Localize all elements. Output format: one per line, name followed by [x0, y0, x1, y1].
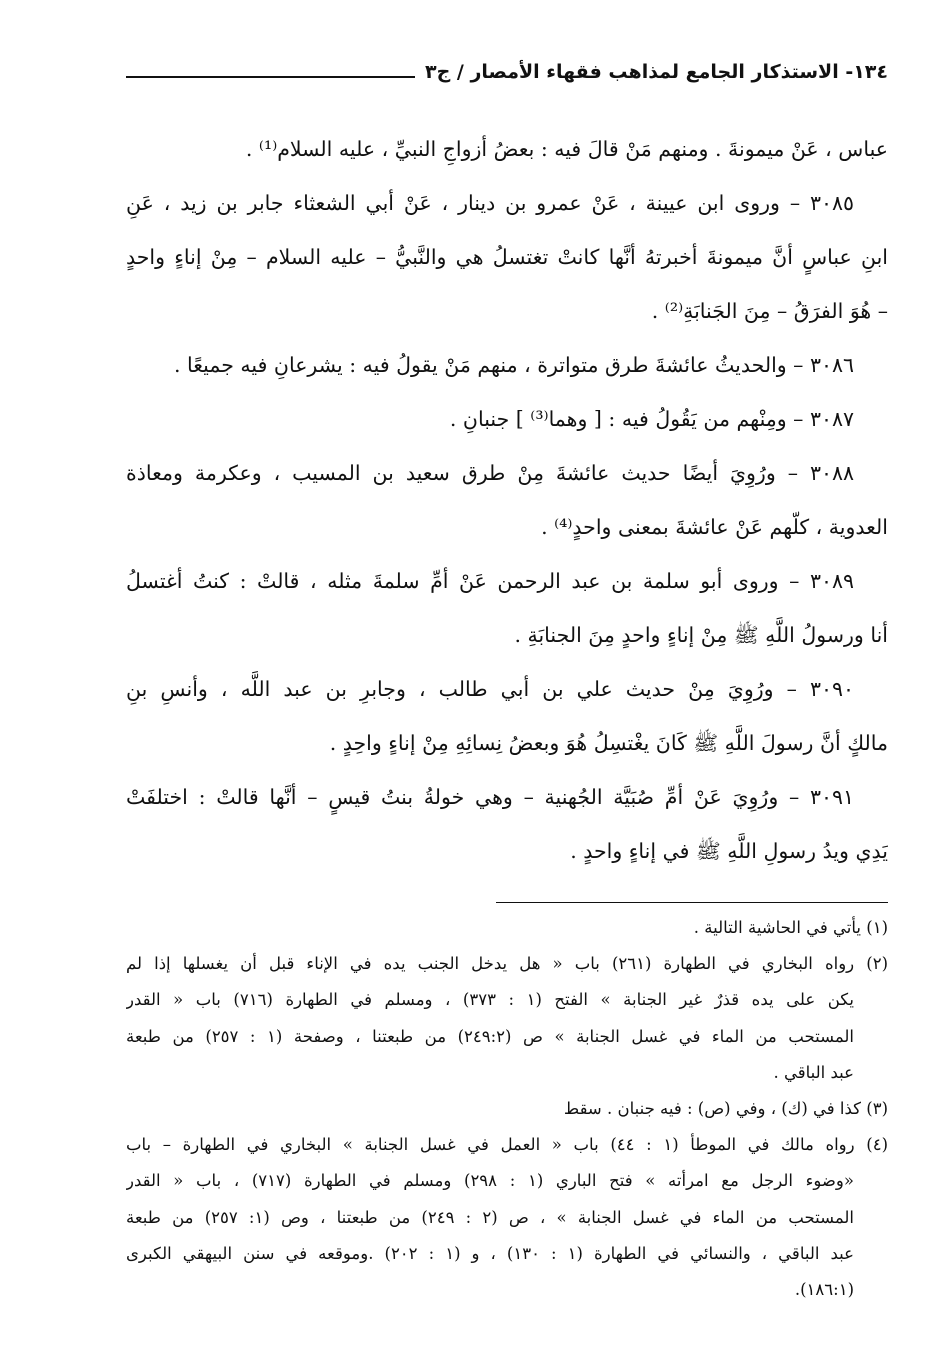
text-line: – هُوَ الفرَقُ – مِنَ الجَنابَةِ⁽²⁾ .	[651, 299, 888, 323]
text-line: ٣٠٨٨ – ورُوِيَ أيضًا حديث عائشةَ مِنْ طرق سعيد بن المسيب ، وعكرمة ومعاذة	[126, 461, 854, 485]
text-line: يَدِي ويدُ رسولِ اللَّهِ ﷺ في إناءٍ واحدٍ .	[570, 839, 888, 863]
text-line: ٣٠٨٩ – وروى أبو سلمة بن عبد الرحمن عَنْ أمِّ سلمةَ مثله ، قالتْ : كنتُ أغتسلُ	[126, 569, 854, 593]
footnote-line: «وضوء الرجل مع امرأته » فتح الباري (١ : ٢٩٨) ومسلم في الطهارة (٧١٧) ، باب « القدر	[126, 1171, 854, 1191]
footnote-line: المستحب من الماء في غسل الجنابة » ص (٢٤٩:٢) من طبعتنا ، وصفحة (١ : ٢٥٧) من طبعة	[126, 1026, 854, 1046]
footnote-line: (١٨٦:١).	[794, 1279, 854, 1299]
footnotes	[126, 910, 888, 1308]
text-line: ٣٠٨٧ – ومِنْهم من يَقُولُ فيه : [ وهما⁽³⁾ ] جنبانِ .	[449, 407, 854, 431]
text-line: ابنِ عباسٍ أنَّ ميمونةَ أخبرتهُ أنَّها كانتْ تغتسلُ هي والنَّبيُّ – عليه السلام – مِنْ إناءٍ واحدٍ	[126, 245, 888, 269]
main-text	[126, 122, 888, 878]
footnote-line: (٣) كذا في (ك) ، وفي (ص) : فيه جنبان . سقط	[563, 1098, 888, 1118]
text-line: ٣٠٩١ – ورُوِيَ عَنْ أمِّ صُبَيَّة الجُهنية – وهي خولةُ بنتُ قيسٍ – أنَّها قالتْ : اختلفَتْ	[126, 785, 854, 809]
running-header	[126, 52, 888, 92]
text-line: عباس ، عَنْ ميمونةَ . ومنهم مَنْ قالَ فيه : بعضُ أزواجِ النبيِّ ، عليه السلام⁽¹⁾ .	[245, 137, 888, 161]
footnote-line: (١) يأتي في الحاشية التالية .	[693, 918, 888, 937]
footnote-line: (٤) رواه مالك في الموطأ (١ : ٤٤) باب « العمل في غسل الجنابة » البخاري في الطهارة – باب	[126, 1135, 888, 1155]
footnote-line: عبد الباقي .	[773, 1062, 854, 1082]
header-rule	[126, 76, 415, 78]
text-line: ٣٠٨٥ – وروى ابن عيينة ، عَنْ عمرو بن دينار ، عَنْ أبي الشعثاء جابر بن زيد ، عَنِ	[126, 191, 854, 215]
text-line: مالكٍ أنَّ رسولَ اللَّهِ ﷺ كَانَ يغْتسِلُ هُوَ وبعضُ نِسائِهِ مِنْ إناءٍ واحِدٍ .	[329, 731, 888, 755]
page-header-title: ١٣٤- الاستذكار الجامع لمذاهب فقهاء الأمصار / ج٣	[424, 61, 888, 83]
footnote-separator	[496, 902, 888, 903]
footnote-line: عبد الباقي ، والنسائي في الطهارة (١ : ١٣٠) ، و (١ : ٢٠٢) .وموقعه في سنن البيهقي الكبرى	[126, 1243, 854, 1263]
text-line: ٣٠٩٠ – ورُوِيَ مِنْ حديث علي بن أبي طالب ، وجابرِ بن عبد اللَّه ، وأنسِ بنِ	[126, 677, 854, 701]
footnote-line: المستحب من الماء في غسل الجنابة » ، ص (٢ : ٢٤٩) من طبعتنا ، وص (١: ٢٥٧) من طبعة	[126, 1207, 854, 1227]
footnote-line: يكن على يده قذرٌ غير الجنابة » الفتح (١ : ٣٧٣) ، ومسلم في الطهارة (٧١٦) باب « القدر	[126, 990, 854, 1010]
footnote-line: (٢) رواه البخاري في الطهارة (٢٦١) باب « هل يدخل الجنب يده في الإناء قبل أن يغسلها إذا لم	[126, 954, 888, 974]
text-line: العدوية ، كلّهم عَنْ عائشةَ بمعنى واحدٍ⁽⁴⁾ .	[541, 515, 888, 539]
text-line: أنا ورسولُ اللَّهِ ﷺ مِنْ إناءٍ واحدٍ مِنَ الجنابَةِ .	[514, 623, 888, 647]
text-line: ٣٠٨٦ – والحديثُ عائشةَ طرق متواترة ، منهم مَنْ يقولُ فيه : يشرعانِ فيه جميعًا .	[174, 353, 854, 377]
